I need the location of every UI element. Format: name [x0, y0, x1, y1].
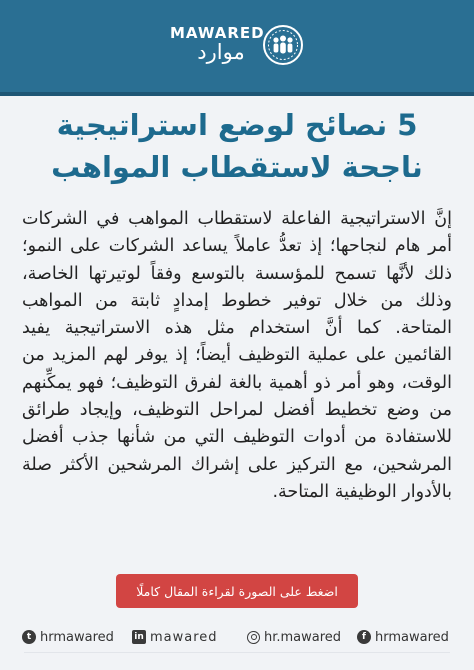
- instagram-icon: [247, 631, 260, 644]
- title-line-2: ناجحة لاستقطاب المواهب: [51, 150, 423, 184]
- read-full-article-button[interactable]: اضغط على الصورة لقراءة المقال كاملًا: [116, 574, 358, 608]
- twitter-icon: t: [22, 630, 36, 644]
- facebook-link[interactable]: [357, 626, 449, 648]
- footer-divider: [24, 652, 450, 653]
- instagram-link[interactable]: [247, 626, 341, 648]
- facebook-handle: hrmawared: [375, 629, 449, 645]
- people-emblem-icon: [262, 24, 304, 66]
- linkedin-handle: mawared: [150, 629, 218, 645]
- linkedin-link[interactable]: [132, 626, 218, 648]
- logo-arabic-text: موارد: [197, 40, 245, 64]
- linkedin-icon: in: [132, 630, 146, 644]
- social-footer: [0, 626, 474, 648]
- article-body: إنَّ الاستراتيجية الفاعلة لاستقطاب المواهب في الشركات أمر هام لنجاحها؛ إذ تعدُّ عاملاً يساعد الشركات على النمو؛ ذلك لأنَّها تسمح للمؤسسة بالتوسع وفقاً لوتيرتها الخاصة، وذلك من خلال توفير خطوط إمدادٍ ثابتة من المواهب المتاحة. كما أنَّ استخدام مثل هذه الاستراتيجية يفيد القائمين على عملية التوظيف أيضاً؛ إذ يوفر لهم المزيد من الوقت، وهو أمر ذو أهمية بالغة لفرق التوظيف؛ فهو يمكِّنهم من وضع تخطيط أفضل لمراحل التوظيف، وإيجاد طرائق للاستفادة من أدوات التوظيف التي من شأنها جذب أفضل المرشحين، مع التركيز على إشراك المرشحين الأكثر صلة بالأدوار الوظيفية المتاحة.: [22, 209, 452, 502]
- title-line-1: 5 نصائح لوضع استراتيجية: [56, 108, 418, 142]
- twitter-link[interactable]: [22, 626, 114, 648]
- twitter-handle: hrmawared: [40, 629, 114, 645]
- header-banner: [0, 0, 474, 96]
- logo-latin-text: MAWARED: [170, 24, 265, 42]
- mawared-logo[interactable]: [170, 20, 310, 74]
- facebook-icon: f: [357, 630, 371, 644]
- article-title: [20, 104, 454, 188]
- instagram-handle: hr.mawared: [264, 629, 342, 645]
